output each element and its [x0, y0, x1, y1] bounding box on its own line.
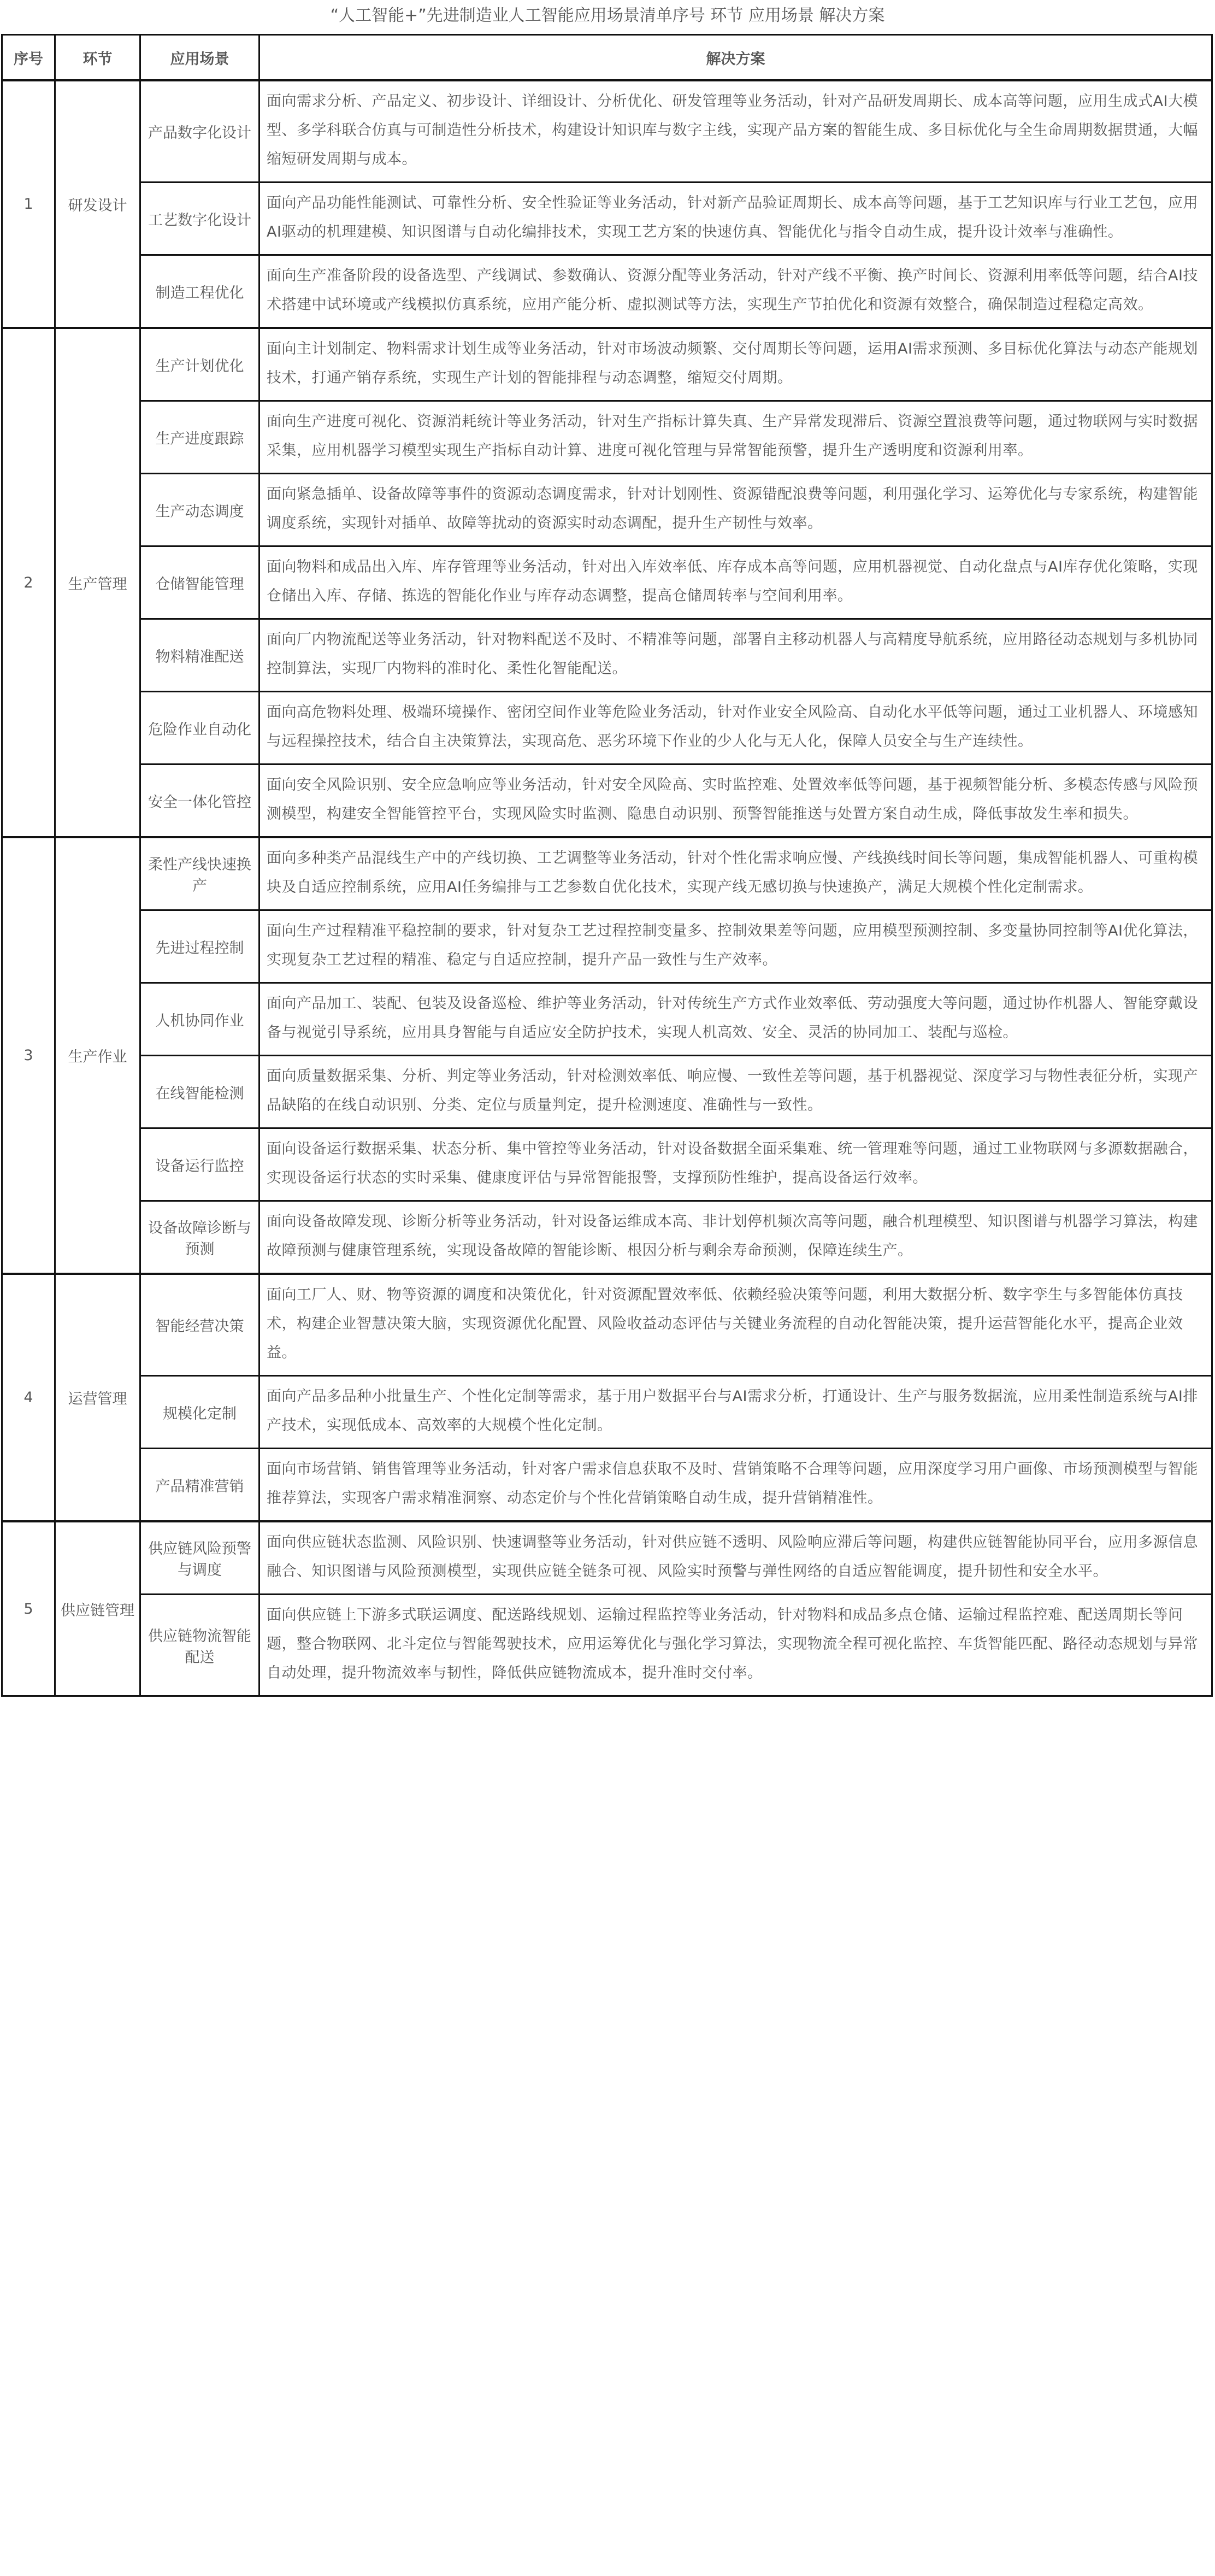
scenario-cell: 生产计划优化	[140, 328, 259, 401]
scenario-cell: 产品数字化设计	[140, 80, 259, 183]
scenario-cell: 先进过程控制	[140, 910, 259, 983]
solution-cell: 面向生产过程精准平稳控制的要求，针对复杂工艺过程控制变量多、控制效果差等问题，应用模型预测控制、多变量协同控制等AI优化算法，实现复杂工艺过程的精准、稳定与自适应控制，提升产品一致性与生产效率。	[259, 910, 1212, 983]
scenario-cell: 人机协同作业	[140, 983, 259, 1056]
header-solution: 解决方案	[259, 35, 1212, 81]
solution-cell: 面向产品加工、装配、包装及设备巡检、维护等业务活动，针对传统生产方式作业效率低、劳动强度大等问题，通过协作机器人、智能穿戴设备与视觉引导系统，应用具身智能与自适应安全防护技术，实现人机高效、安全、灵活的协同加工、装配与巡检。	[259, 983, 1212, 1056]
scenario-table	[1, 34, 1213, 1697]
table-row	[2, 837, 1212, 910]
table-row	[2, 1201, 1212, 1274]
stage-cell: 研发设计	[55, 80, 140, 328]
table-row	[2, 983, 1212, 1056]
table-row	[2, 619, 1212, 692]
table-row	[2, 183, 1212, 255]
scenario-cell: 安全一体化管控	[140, 764, 259, 838]
scenario-cell: 生产进度跟踪	[140, 401, 259, 474]
solution-cell: 面向需求分析、产品定义、初步设计、详细设计、分析优化、研发管理等业务活动，针对产品研发周期长、成本高等问题，应用生成式AI大模型、多学科联合仿真与可制造性分析技术，构建设计知识库与数字主线，实现产品方案的智能生成、多目标优化与全生命周期数据贯通，大幅缩短研发周期与成本。	[259, 80, 1212, 183]
solution-cell: 面向生产准备阶段的设备选型、产线调试、参数确认、资源分配等业务活动，针对产线不平衡、换产时间长、资源利用率低等问题，结合AI技术搭建中试环境或产线模拟仿真系统，应用产能分析、虚拟测试等方法，实现生产节拍优化和资源有效整合，确保制造过程稳定高效。	[259, 255, 1212, 328]
table-row	[2, 1595, 1212, 1696]
solution-cell: 面向多种类产品混线生产中的产线切换、工艺调整等业务活动，针对个性化需求响应慢、产线换线时间长等问题，集成智能机器人、可重构模块及自适应控制系统，应用AI任务编排与工艺参数自优化技术，实现产线无感切换与快速换产，满足大规模个性化定制需求。	[259, 837, 1212, 910]
table-row	[2, 255, 1212, 328]
scenario-cell: 供应链物流智能配送	[140, 1595, 259, 1696]
table-row	[2, 1128, 1212, 1201]
table-row	[2, 401, 1212, 474]
stage-cell: 生产作业	[55, 837, 140, 1274]
stage-cell: 生产管理	[55, 328, 140, 837]
solution-cell: 面向产品多品种小批量生产、个性化定制等需求，基于用户数据平台与AI需求分析，打通设计、生产与服务数据流，应用柔性制造系统与AI排产技术，实现低成本、高效率的大规模个性化定制。	[259, 1376, 1212, 1449]
scenario-cell: 设备故障诊断与预测	[140, 1201, 259, 1274]
table-row	[2, 1376, 1212, 1449]
table-row	[2, 546, 1212, 619]
table-row	[2, 1449, 1212, 1522]
solution-cell: 面向安全风险识别、安全应急响应等业务活动，针对安全风险高、实时监控难、处置效率低等问题，基于视频智能分析、多模态传感与风险预测模型，构建安全智能管控平台，实现风险实时监测、隐患自动识别、预警智能推送与处置方案自动生成，降低事故发生率和损失。	[259, 764, 1212, 838]
stage-cell: 供应链管理	[55, 1521, 140, 1696]
table-row	[2, 328, 1212, 401]
scenario-cell: 工艺数字化设计	[140, 183, 259, 255]
solution-cell: 面向产品功能性能测试、可靠性分析、安全性验证等业务活动，针对新产品验证周期长、成本高等问题，基于工艺知识库与行业工艺包，应用AI驱动的机理建模、知识图谱与自动化编排技术，实现工艺方案的快速仿真、智能优化与指令自动生成，提升设计效率与准确性。	[259, 183, 1212, 255]
solution-cell: 面向质量数据采集、分析、判定等业务活动，针对检测效率低、响应慢、一致性差等问题，基于机器视觉、深度学习与物性表征分析，实现产品缺陷的在线自动识别、分类、定位与质量判定，提升检测速度、准确性与一致性。	[259, 1056, 1212, 1128]
solution-cell: 面向主计划制定、物料需求计划生成等业务活动，针对市场波动频繁、交付周期长等问题，运用AI需求预测、多目标优化算法与动态产能规划技术，打通产销存系统，实现生产计划的智能排程与动态调整，缩短交付周期。	[259, 328, 1212, 401]
table-row	[2, 1056, 1212, 1128]
serial-number-cell: 2	[2, 328, 55, 837]
table-header-row	[2, 35, 1212, 81]
page-title: “人工智能+”先进制造业人工智能应用场景清单序号 环节 应用场景 解决方案	[330, 6, 885, 25]
scenario-cell: 产品精准营销	[140, 1449, 259, 1522]
solution-cell: 面向物料和成品出入库、库存管理等业务活动，针对出入库效率低、库存成本高等问题，应用机器视觉、自动化盘点与AI库存优化策略，实现仓储出入库、存储、拣选的智能化作业与库存动态调整，提高仓储周转率与空间利用率。	[259, 546, 1212, 619]
scenario-cell: 制造工程优化	[140, 255, 259, 328]
solution-cell: 面向厂内物流配送等业务活动，针对物料配送不及时、不精准等问题，部署自主移动机器人与高精度导航系统，应用路径动态规划与多机协同控制算法，实现厂内物料的准时化、柔性化智能配送。	[259, 619, 1212, 692]
scenario-cell: 物料精准配送	[140, 619, 259, 692]
table-row	[2, 474, 1212, 546]
serial-number-cell: 3	[2, 837, 55, 1274]
scenario-cell: 仓储智能管理	[140, 546, 259, 619]
table-row	[2, 692, 1212, 764]
table-row	[2, 80, 1212, 183]
scenario-cell: 在线智能检测	[140, 1056, 259, 1128]
solution-cell: 面向设备故障发现、诊断分析等业务活动，针对设备运维成本高、非计划停机频次高等问题，融合机理模型、知识图谱与机器学习算法，构建故障预测与健康管理系统，实现设备故障的智能诊断、根因分析与剩余寿命预测，保障连续生产。	[259, 1201, 1212, 1274]
header-stage: 环节	[55, 35, 140, 81]
solution-cell: 面向市场营销、销售管理等业务活动，针对客户需求信息获取不及时、营销策略不合理等问题，应用深度学习用户画像、市场预测模型与智能推荐算法，实现客户需求精准洞察、动态定价与个性化营销策略自动生成，提升营销精准性。	[259, 1449, 1212, 1522]
scenario-cell: 供应链风险预警与调度	[140, 1521, 259, 1595]
stage-cell: 运营管理	[55, 1274, 140, 1521]
scenario-cell: 智能经营决策	[140, 1274, 259, 1376]
solution-cell: 面向高危物料处理、极端环境操作、密闭空间作业等危险业务活动，针对作业安全风险高、自动化水平低等问题，通过工业机器人、环境感知与远程操控技术，结合自主决策算法，实现高危、恶劣环境下作业的少人化与无人化，保障人员安全与生产连续性。	[259, 692, 1212, 764]
solution-cell: 面向工厂人、财、物等资源的调度和决策优化，针对资源配置效率低、依赖经验决策等问题，利用大数据分析、数字孪生与多智能体仿真技术，构建企业智慧决策大脑，实现资源优化配置、风险收益动态评估与关键业务流程的自动化智能决策，提升运营智能化水平，提高企业效益。	[259, 1274, 1212, 1376]
scenario-cell: 柔性产线快速换产	[140, 837, 259, 910]
header-scenario: 应用场景	[140, 35, 259, 81]
solution-cell: 面向供应链上下游多式联运调度、配送路线规划、运输过程监控等业务活动，针对物料和成品多点仓储、运输过程监控难、配送周期长等问题，整合物联网、北斗定位与智能驾驶技术，应用运筹优化与强化学习算法，实现物流全程可视化监控、车货智能匹配、路径动态规划与异常自动处理，提升物流效率与韧性，降低供应链物流成本，提升准时交付率。	[259, 1595, 1212, 1696]
header-serial-number: 序号	[2, 35, 55, 81]
table-row	[2, 910, 1212, 983]
scenario-cell: 生产动态调度	[140, 474, 259, 546]
solution-cell: 面向紧急插单、设备故障等事件的资源动态调度需求，针对计划刚性、资源错配浪费等问题，利用强化学习、运筹优化与专家系统，构建智能调度系统，实现针对插单、故障等扰动的资源实时动态调配，提升生产韧性与效率。	[259, 474, 1212, 546]
serial-number-cell: 4	[2, 1274, 55, 1521]
table-row	[2, 764, 1212, 838]
solution-cell: 面向设备运行数据采集、状态分析、集中管控等业务活动，针对设备数据全面采集难、统一管理难等问题，通过工业物联网与多源数据融合，实现设备运行状态的实时采集、健康度评估与异常智能报警，支撑预防性维护，提高设备运行效率。	[259, 1128, 1212, 1201]
scenario-cell: 危险作业自动化	[140, 692, 259, 764]
scenario-cell: 规模化定制	[140, 1376, 259, 1449]
serial-number-cell: 1	[2, 80, 55, 328]
table-row	[2, 1274, 1212, 1376]
serial-number-cell: 5	[2, 1521, 55, 1696]
solution-cell: 面向供应链状态监测、风险识别、快速调整等业务活动，针对供应链不透明、风险响应滞后等问题，构建供应链智能协同平台，应用多源信息融合、知识图谱与风险预测模型，实现供应链全链条可视、风险实时预警与弹性网络的自适应智能调度，提升韧性和安全水平。	[259, 1521, 1212, 1595]
scenario-cell: 设备运行监控	[140, 1128, 259, 1201]
table-row	[2, 1521, 1212, 1595]
solution-cell: 面向生产进度可视化、资源消耗统计等业务活动，针对生产指标计算失真、生产异常发现滞后、资源空置浪费等问题，通过物联网与实时数据采集，应用机器学习模型实现生产指标自动计算、进度可视化管理与异常智能预警，提升生产透明度和资源利用率。	[259, 401, 1212, 474]
